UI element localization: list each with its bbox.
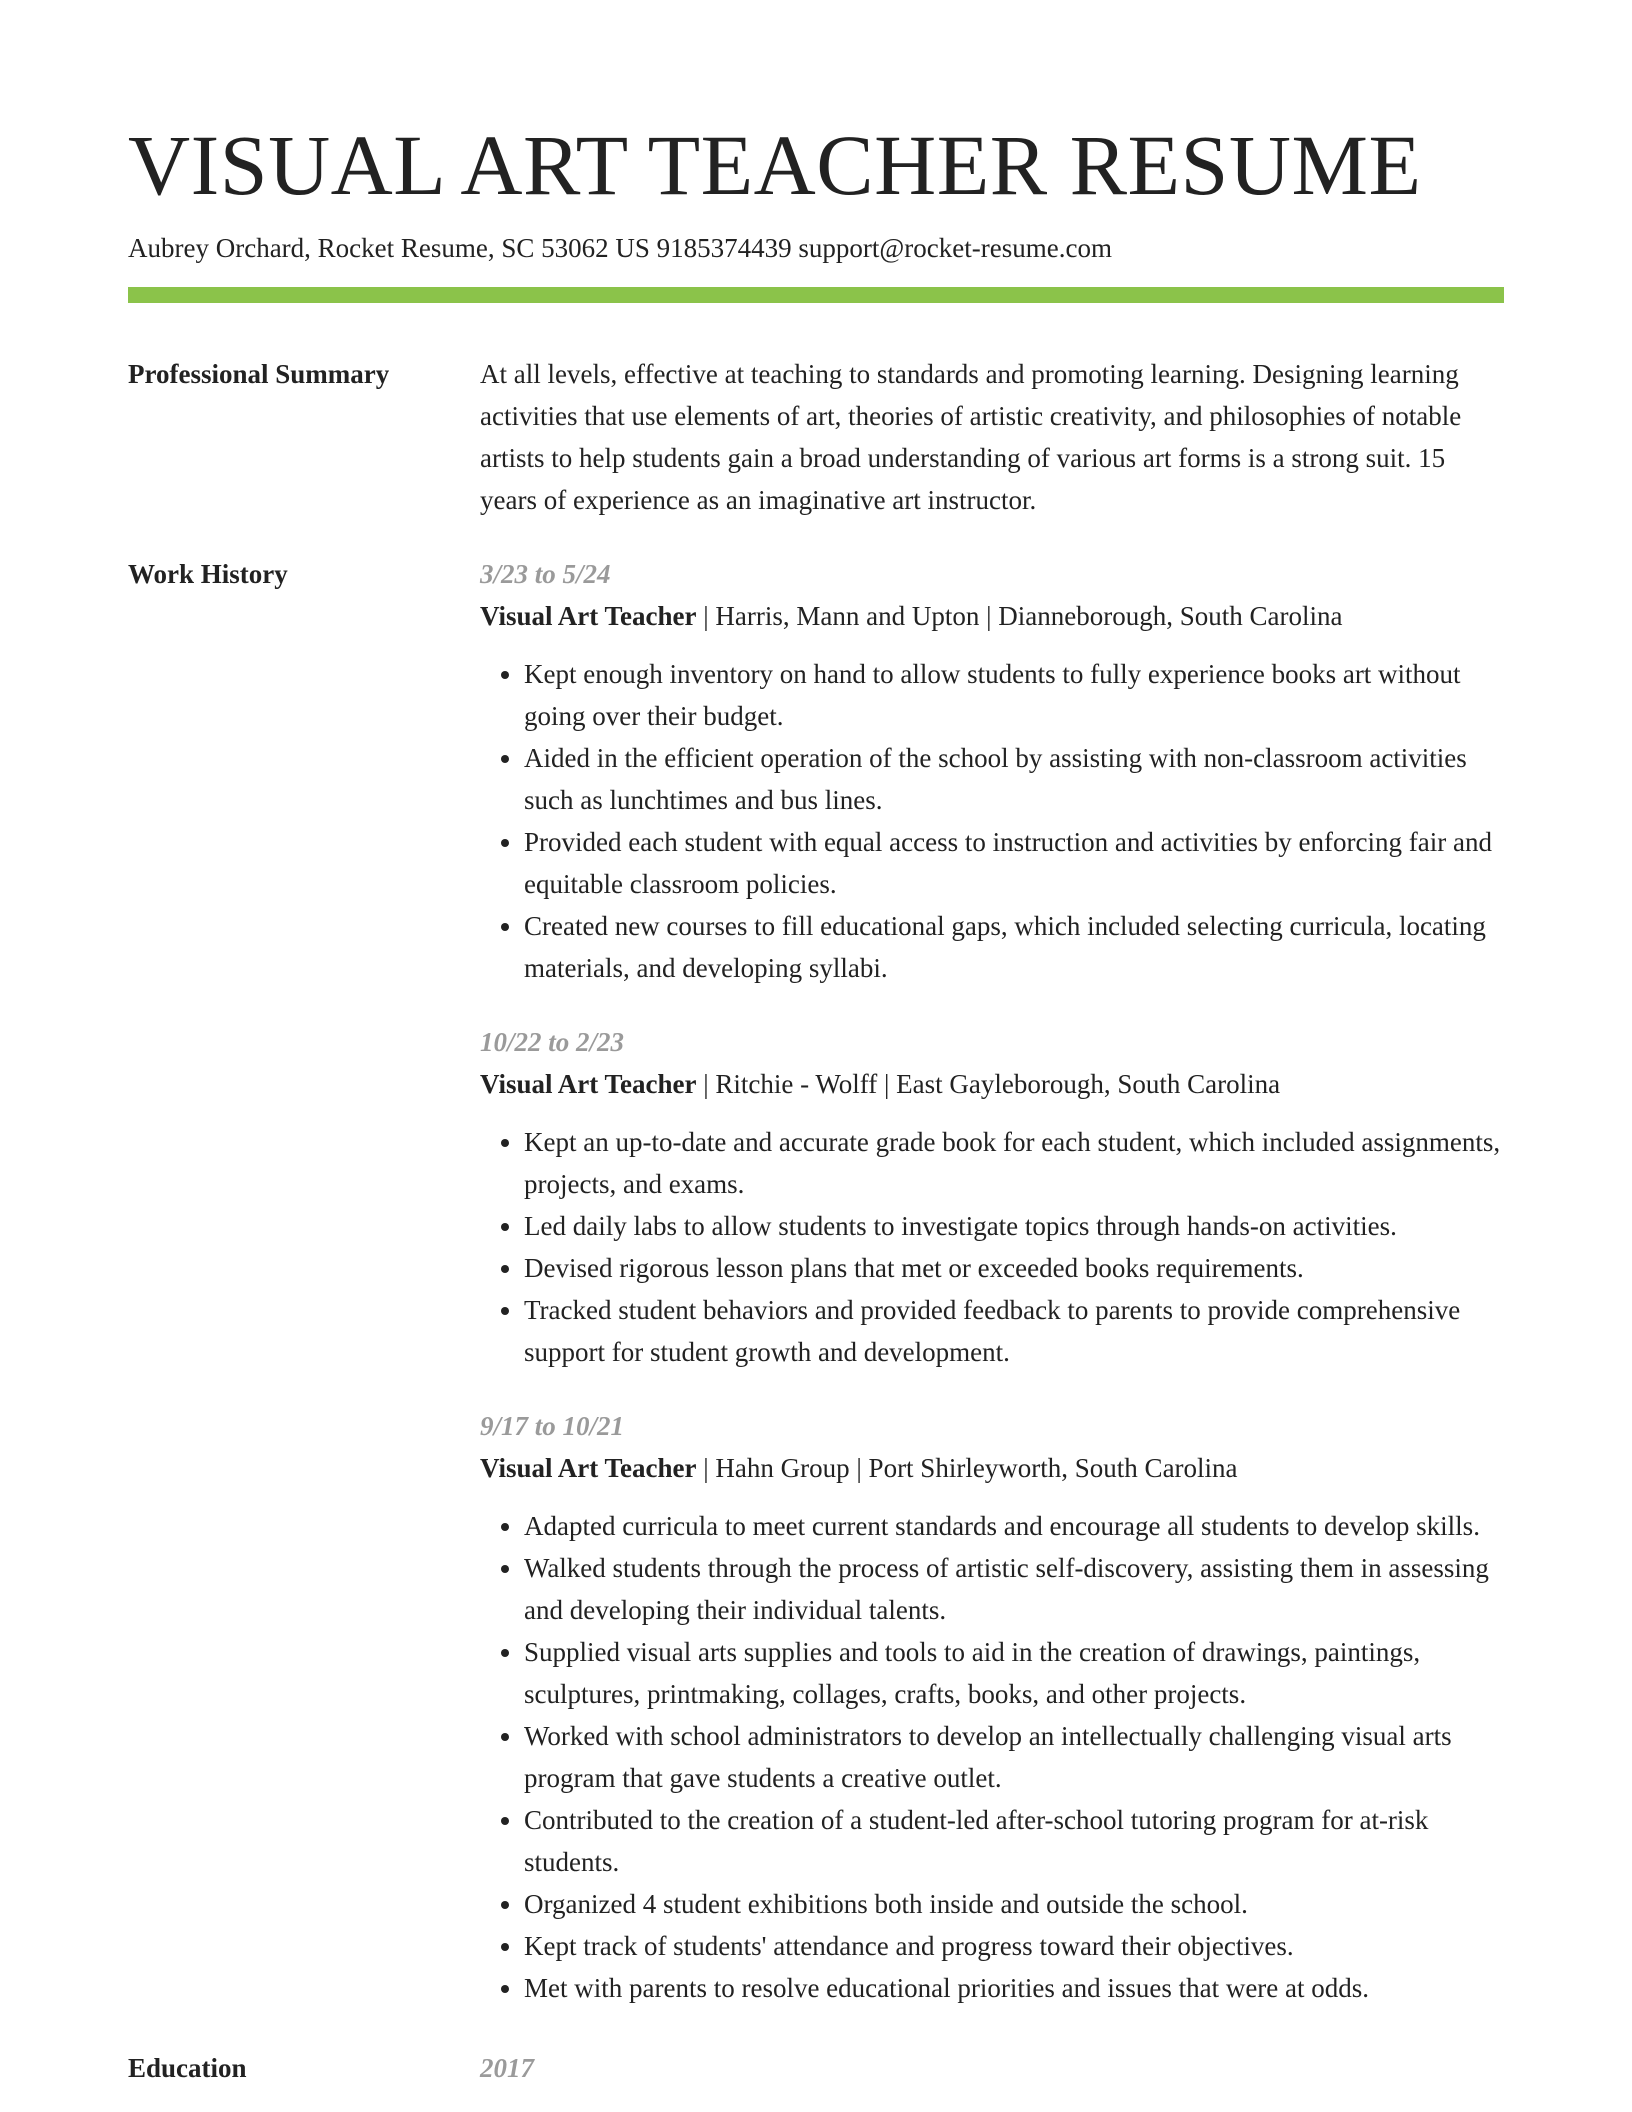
job-bullet: • Devised rigorous lesson plans that met or exceeded books requirements.: [524, 1247, 1504, 1289]
resume-page: [128, 117, 1504, 2089]
job-entry: [480, 1405, 1504, 2009]
section-label-work-history: Work History: [128, 559, 288, 590]
job-title: Visual Art Teacher: [480, 1453, 697, 1484]
job-bullet: • Led daily labs to allow students to investigate topics through hands-on activities.: [524, 1205, 1504, 1247]
contact-line: Aubrey Orchard, Rocket Resume, SC 53062 US 9185374439 support@rocket-resume.com: [128, 233, 1112, 263]
job-bullet: • Worked with school administrators to develop an intellectually challenging visual arts program that gave students a creative outlet.: [524, 1715, 1504, 1799]
job-bullet: • Kept an up-to-date and accurate grade book for each student, which included assignments, projects, and exams.: [524, 1121, 1504, 1205]
job-bullet: • Kept track of students' attendance and progress toward their objectives.: [524, 1925, 1504, 1967]
work-history-body: [480, 553, 1504, 2009]
resume-title: VISUAL ART TEACHER RESUME: [128, 117, 1422, 213]
job-bullet: • Created new courses to fill educational gaps, which included selecting curricula, locating materials, and developing syllabi.: [524, 905, 1504, 989]
job-bullet: • Contributed to the creation of a student-led after-school tutoring program for at-risk students.: [524, 1799, 1504, 1883]
job-heading: [480, 595, 1504, 637]
job-employer-location: | Hahn Group | Port Shirleyworth, South Carolina: [696, 1453, 1238, 1484]
job-employer-location: | Harris, Mann and Upton | Dianneborough, South Carolina: [696, 601, 1343, 632]
education-year: 2017: [480, 2053, 534, 2084]
section-label-summary: Professional Summary: [128, 359, 390, 390]
job-entry: [480, 1021, 1504, 1373]
education-body: [480, 2047, 1504, 2089]
work-history-section: [128, 553, 1504, 2009]
job-bullet-list: [480, 1505, 1504, 2009]
job-bullet: • Aided in the efficient operation of the school by assisting with non-classroom activities such as lunchtimes and bus lines.: [524, 737, 1504, 821]
job-bullet-list: [480, 653, 1504, 989]
accent-divider: [128, 287, 1504, 303]
job-bullet: • Provided each student with equal access to instruction and activities by enforcing fair and equitable classroom policies.: [524, 821, 1504, 905]
job-bullet: • Tracked student behaviors and provided feedback to parents to provide comprehensive support for student growth and development.: [524, 1289, 1504, 1373]
job-dates: 9/17 to 10/21: [480, 1411, 625, 1442]
job-bullet: • Walked students through the process of artistic self-discovery, assisting them in assessing and developing their individual talents.: [524, 1547, 1504, 1631]
summary-text: At all levels, effective at teaching to standards and promoting learning. Designing learning activities that use elements of art, theories of artistic creativity, and philosophies of notable artists to help students gain a broad understanding of various art forms is a strong suit. 15 years of experience as an imaginative art instructor.: [480, 359, 1462, 516]
job-dates: 3/23 to 5/24: [480, 559, 611, 590]
job-heading: [480, 1447, 1504, 1489]
job-bullet: • Organized 4 student exhibitions both inside and outside the school.: [524, 1883, 1504, 1925]
job-bullet-list: [480, 1121, 1504, 1373]
job-bullet: • Adapted curricula to meet current standards and encourage all students to develop skills.: [524, 1505, 1504, 1547]
section-label-education: Education: [128, 2053, 247, 2084]
job-bullet: • Supplied visual arts supplies and tools to aid in the creation of drawings, paintings, sculptures, printmaking, collages, crafts, books, and other projects.: [524, 1631, 1504, 1715]
summary-body: [480, 353, 1504, 521]
job-heading: [480, 1063, 1504, 1105]
job-bullet: • Met with parents to resolve educational priorities and issues that were at odds.: [524, 1967, 1504, 2009]
professional-summary-section: [128, 353, 1504, 521]
job-bullet: • Kept enough inventory on hand to allow students to fully experience books art without going over their budget.: [524, 653, 1504, 737]
job-dates: 10/22 to 2/23: [480, 1027, 625, 1058]
job-employer-location: | Ritchie - Wolff | East Gayleborough, South Carolina: [696, 1069, 1281, 1100]
job-title: Visual Art Teacher: [480, 1069, 697, 1100]
job-entry: [480, 553, 1504, 989]
job-title: Visual Art Teacher: [480, 601, 697, 632]
education-section: [128, 2047, 1504, 2089]
